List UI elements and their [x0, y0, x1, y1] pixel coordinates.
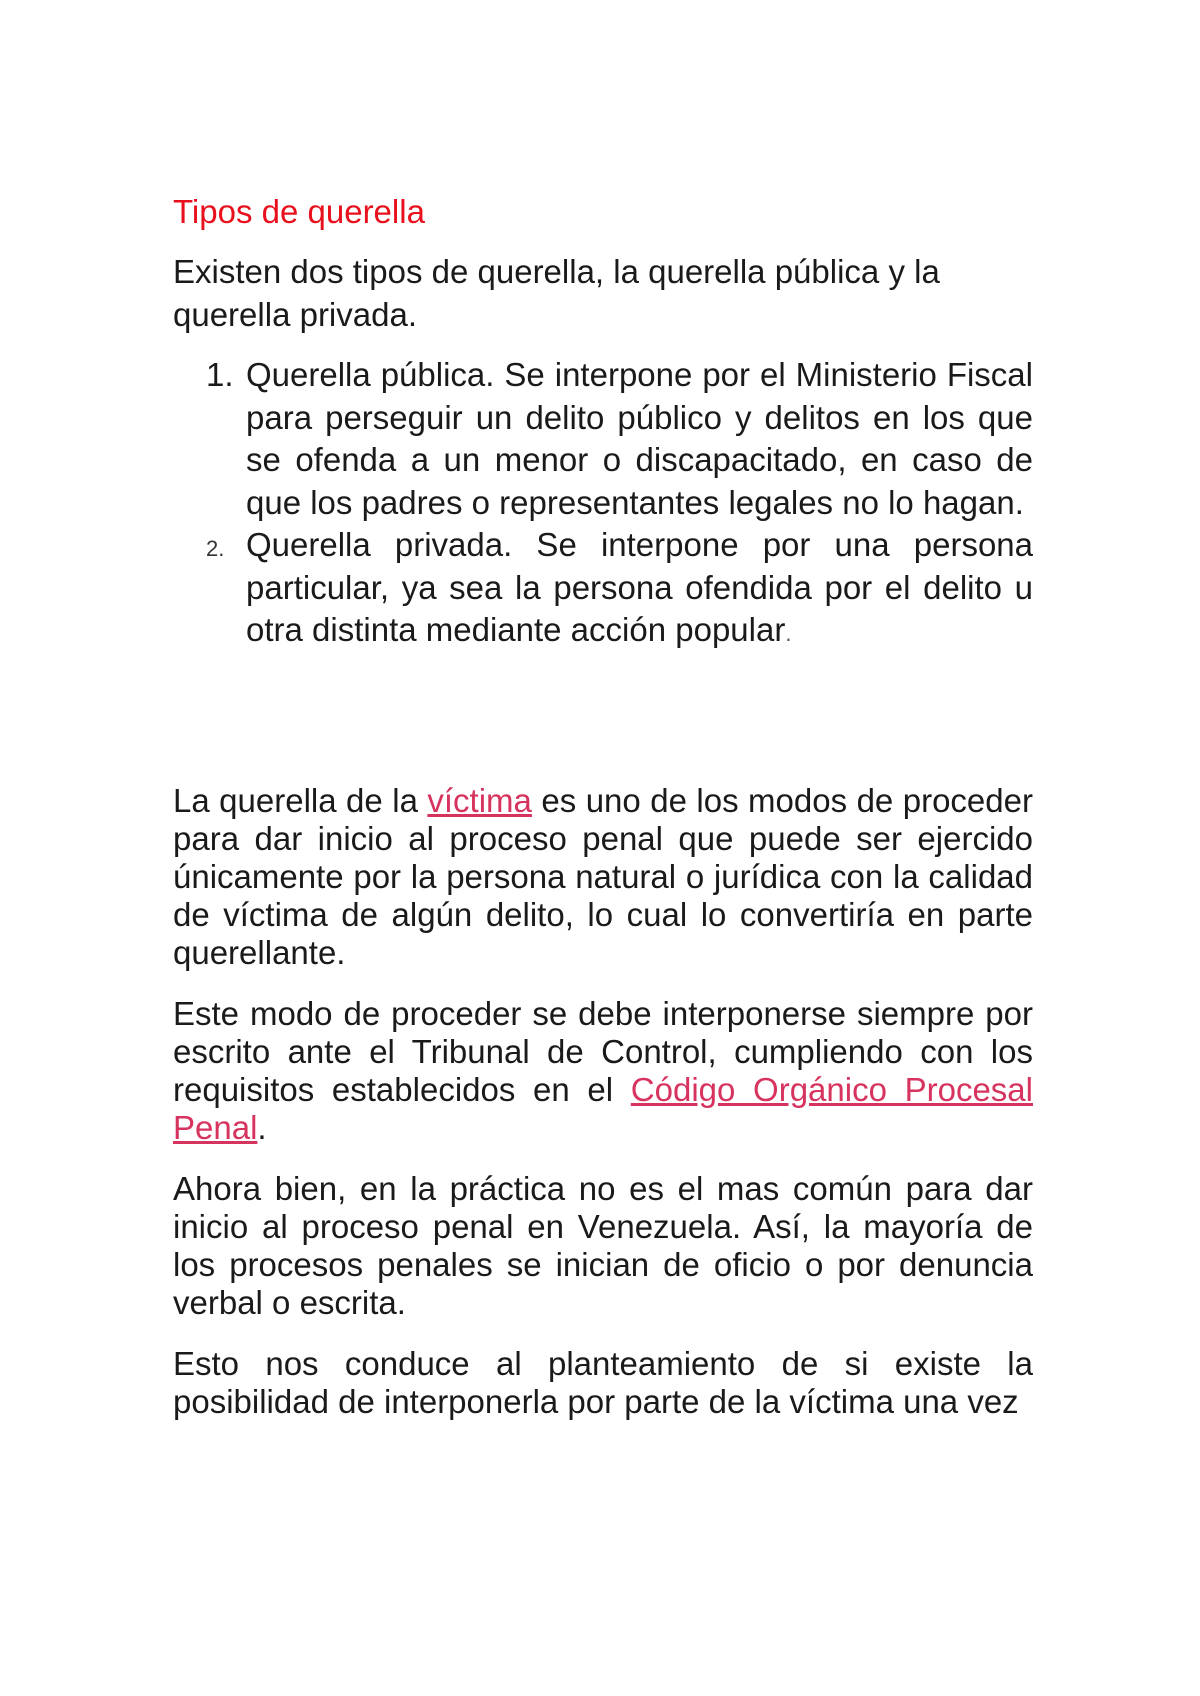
paragraph-text: La querella de la [173, 781, 428, 819]
querella-types-list [173, 354, 1033, 656]
section-heading: Tipos de querella [173, 193, 425, 230]
list-item-text: Querella pública. Se interpone por el Ministerio Fiscal para perseguir un delito público y delitos en los que se ofenda a un menor o discapacitado, en caso de que los padres o representantes legales no lo hagan. [246, 356, 1033, 521]
paragraph-victima [173, 782, 1033, 972]
paragraph-modo-proceder [173, 995, 1033, 1147]
list-item-trailing-dot: . [785, 621, 792, 646]
list-item-privada [173, 524, 1033, 656]
codigo-organico-link[interactable]: Código Orgánico Procesal Penal [173, 1070, 1033, 1146]
paragraph-text: es uno de los modos de proceder para dar inicio al proceso penal que puede ser ejercido únicamente por la persona natural o jurídica con la calidad de víctima de algún delito, lo cual lo convertiría en parte querellante. [173, 781, 1033, 971]
list-number: 2. [206, 536, 225, 561]
victima-link[interactable]: víctima [427, 781, 532, 819]
paragraph-text: . [257, 1108, 267, 1146]
document-page [173, 188, 1033, 1421]
list-number: 1. [206, 356, 234, 393]
list-item-text: Querella privada. Se interpone por una persona particular, ya sea la persona ofendida por el delito u otra distinta mediante acción popular [246, 526, 1033, 648]
paragraph-ahora-bien: Ahora bien, en la práctica no es el mas común para dar inicio al proceso penal en Venezuela. Así, la mayoría de los procesos penales se inician de oficio o por denuncia verbal o escrita. [173, 1169, 1033, 1321]
intro-paragraph: Existen dos tipos de querella, la querella pública y la querella privada. [173, 253, 940, 333]
list-item-publica [173, 354, 1033, 524]
paragraph-esto-nos-conduce: Esto nos conduce al planteamiento de si existe la posibilidad de interponerla por parte de la víctima una vez [173, 1344, 1033, 1420]
paragraph-text: Este modo de proceder se debe interponerse siempre por escrito ante el Tribunal de Control, cumpliendo con los requisitos establecidos en el [173, 994, 1033, 1108]
